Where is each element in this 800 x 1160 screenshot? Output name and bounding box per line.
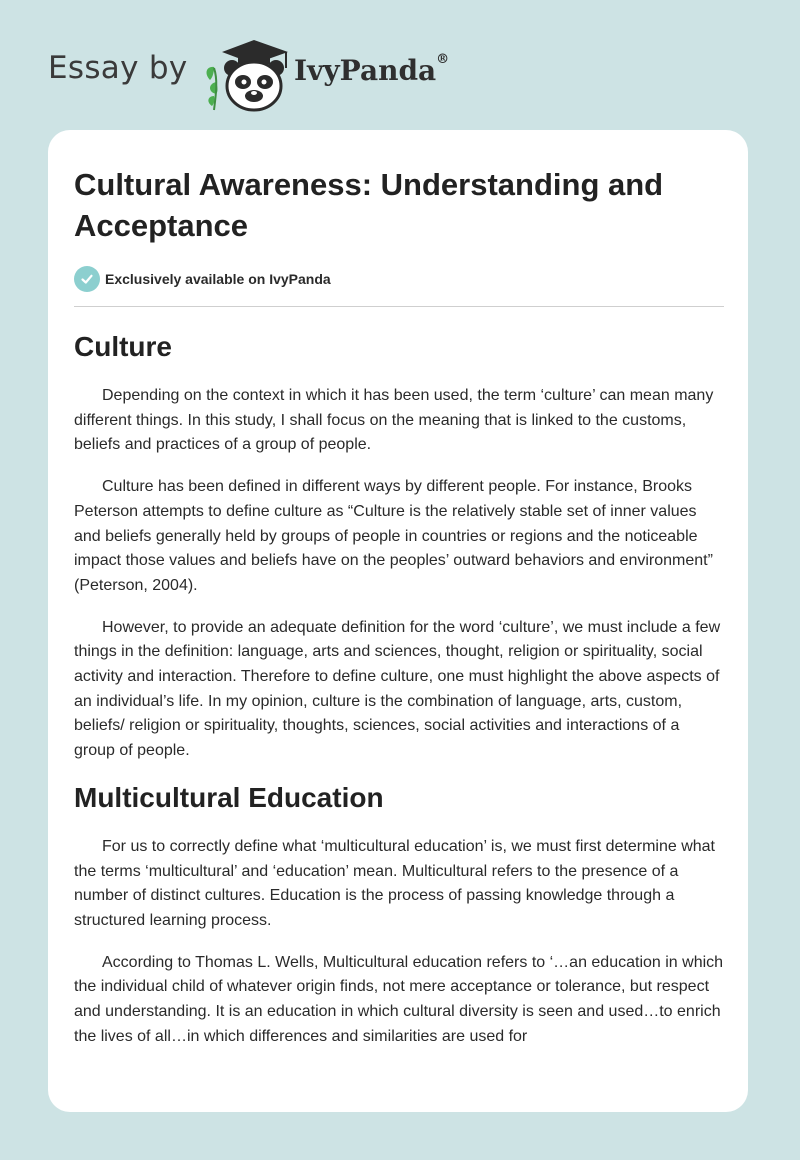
essay-card — [48, 130, 748, 1112]
essay-by-label: Essay by — [48, 50, 188, 86]
panda-logo-icon[interactable] — [202, 34, 294, 112]
paragraph: Depending on the context in which it has been used, the term ‘culture’ can mean many different things. In this study, I shall focus on the meaning that is linked to the customs, beliefs and practices of a group of people. — [74, 387, 714, 454]
paragraph: Culture has been defined in different ways by different people. For instance, Brooks Peterson attempts to define culture as “Culture is the relatively stable set of inner values and beliefs generally held by groups of people in countries or regions and the noticeable impact those values and beliefs have on the peoples’ outward behaviors and environment” (Peterson, 2004). — [74, 478, 713, 594]
page-title: Cultural Awareness: Understanding and Acceptance — [74, 167, 664, 243]
check-icon — [74, 266, 100, 292]
section-culture — [74, 329, 724, 764]
exclusive-label: Exclusively available on IvyPanda — [105, 271, 331, 287]
brand-name[interactable] — [294, 54, 449, 87]
section-heading: Multicultural Education — [74, 781, 384, 813]
exclusive-badge — [74, 265, 724, 293]
title-divider — [74, 306, 724, 307]
registered-mark: ® — [436, 52, 450, 67]
paragraph: However, to provide an adequate definition for the word ‘culture’, we must include a few things in the definition: language, arts and sciences, thought, religion or spirituality, social activity and interaction. Therefore to define culture, one must highlight the above aspects of an individual’s life. In my opinion, culture is the combination of language, arts, custom, beliefs/ religion or spirituality, thoughts, sciences, social activities and interactions of a group of people. — [74, 618, 721, 760]
section-multicultural-education — [74, 780, 724, 1050]
site-header — [48, 30, 748, 110]
essay-content — [74, 130, 724, 1049]
brand-name-text: IvyPanda — [294, 54, 437, 87]
section-heading: Culture — [74, 331, 172, 362]
paragraph: For us to correctly define what ‘multicultural education’ is, we must first determine what the terms ‘multicultural’ and ‘education’ mean. Multicultural refers to the presence of a number of distinct cultures. Education is the process of passing knowledge through a structured learning process. — [74, 837, 715, 929]
paragraph: According to Thomas L. Wells, Multicultural education refers to ‘…an education in which the individual child of whatever origin finds, not mere acceptance or tolerance, but respect and understanding. It is an education in which cultural diversity is seen and used…to enrich the lives of all…in which differences and similarities are used for — [74, 953, 724, 1045]
